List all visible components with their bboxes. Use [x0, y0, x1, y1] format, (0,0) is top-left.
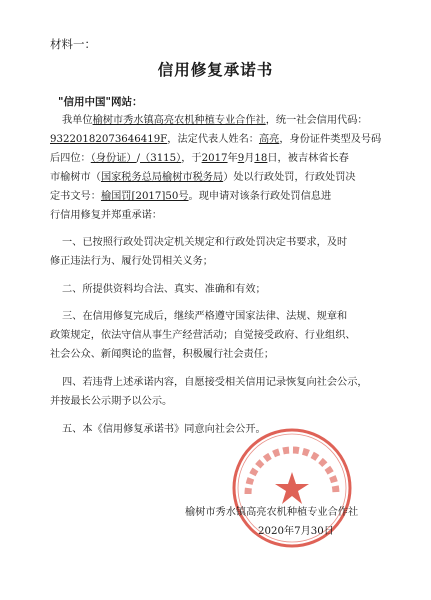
item-3-line-3: 社会公众、新闻舆论的监督，积极履行社会责任； — [50, 349, 275, 360]
paragraph-1-line-3 — [50, 152, 395, 166]
text: 我单位 — [62, 115, 93, 126]
item-4-line-2: 并按最长公示期予以公示。 — [50, 396, 173, 407]
paragraph-1-line-1 — [62, 114, 407, 128]
text: 日，被吉林省长春 — [267, 153, 349, 164]
text: 市榆树市（ — [50, 172, 101, 183]
text: 年 — [227, 153, 238, 164]
text: ）处以行政处罚，行政处罚决 — [223, 172, 356, 183]
item-3-line-1: 三、在信用修复完成后，继续严格遵守国家法律、法规、规章和 — [62, 311, 348, 322]
month: 9 — [237, 153, 245, 164]
paragraph-1-line-6: 行信用修复并郑重承诺： — [50, 210, 163, 221]
text: ，法定代表人姓名： — [167, 134, 259, 145]
day: 18 — [254, 153, 268, 164]
item-4-line-1: 四、若违背上述承诺内容，自愿接受相关信用记录恢复向社会公示， — [62, 377, 368, 388]
authority-name: 国家税务总局榆树市税务局 — [100, 172, 224, 183]
paragraph-1-line-4 — [50, 171, 395, 185]
item-3-line-2: 政策规定，依法守信从事生产经营活动；自觉接受政府、行业组织、 — [50, 330, 356, 341]
text: ，身份证件类型及号码 — [279, 134, 382, 145]
document-title: 信用修复承诺书 — [157, 61, 274, 79]
organization-name: 榆树市秀水镇高亮农机种植专业合作社 — [92, 115, 266, 126]
year: 2017 — [201, 153, 228, 164]
text: 月 — [244, 153, 255, 164]
paragraph-1-line-5 — [50, 190, 395, 204]
text: ，于 — [181, 153, 202, 164]
item-1-line-1: 一、已按照行政处罚决定机关规定和行政处罚决定书要求，及时 — [62, 237, 348, 248]
decision-number: 榆国罚[2017]50号 — [100, 191, 189, 202]
id-type: （身份证） — [90, 153, 137, 164]
item-2: 二、所提供资料均合法、真实、准确和有效； — [62, 284, 266, 295]
credit-code: 93220182073646419F — [50, 134, 168, 145]
item-5: 五、本《信用修复承诺书》同意向社会公开。 — [62, 424, 266, 435]
paragraph-1-line-2 — [50, 133, 395, 147]
text: 定书文号： — [50, 191, 101, 202]
signature-organization: 榆树市秀水镇高亮农机种植专业合作社 — [185, 507, 359, 518]
item-1-line-2: 修正违法行为、履行处罚相关义务； — [50, 256, 213, 267]
signature-date: 2020年7月30日 — [258, 526, 334, 537]
material-label: 材料一： — [50, 37, 96, 51]
text: / — [136, 153, 141, 164]
text: 。现申请对该条行政处罚信息进 — [188, 191, 332, 202]
legal-rep-name: 高亮 — [258, 134, 280, 145]
id-last-four: （3115） — [140, 153, 182, 164]
text: ，统一社会信用代码： — [265, 115, 368, 126]
salutation: "信用中国"网站： — [58, 96, 143, 108]
text: 后四位： — [50, 153, 91, 164]
